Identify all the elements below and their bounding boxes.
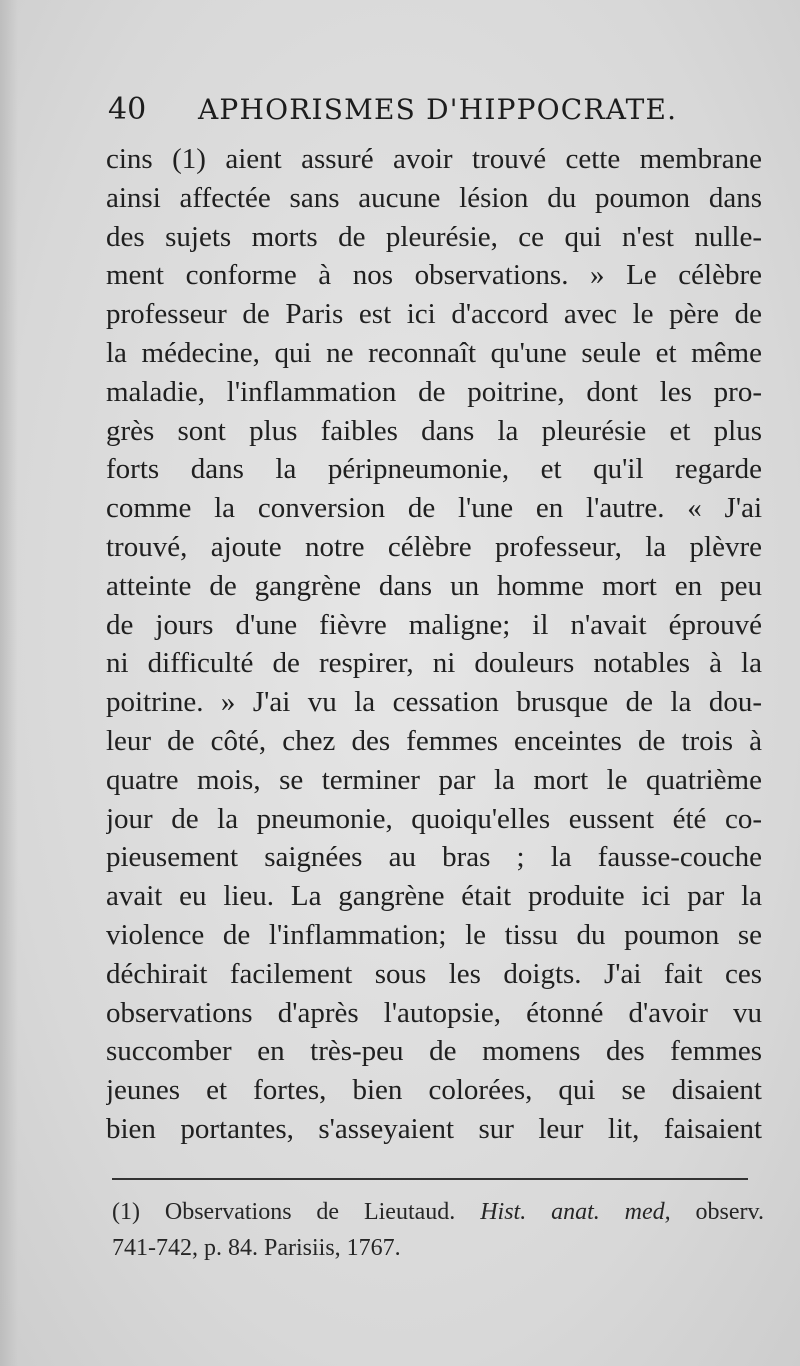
text-line: grès sont plus faibles dans la pleurésie et plus xyxy=(106,414,762,447)
text-line: des sujets morts de pleurésie, ce qui n'est nulle- xyxy=(106,220,762,253)
text-line: ment conforme à nos observations. » Le célèbre xyxy=(106,259,762,292)
text-line: comme la conversion de l'une en l'autre. « J'ai xyxy=(106,492,762,525)
text-line: de jours d'une fièvre maligne; il n'avait éprouvé xyxy=(106,608,762,641)
page-edge-shadow xyxy=(0,0,18,1366)
text-line: cins (1) aient assuré avoir trouvé cette membrane xyxy=(106,143,762,175)
text-line: atteinte de gangrène dans un homme mort en peu xyxy=(106,569,762,602)
text-line: pieusement saignées au bras ; la fausse-couche xyxy=(106,841,762,874)
body-text xyxy=(106,140,762,1149)
text-line: succomber en très-peu de momens des femmes xyxy=(106,1035,762,1068)
running-head: APHORISMES D'HIPPOCRATE. xyxy=(198,93,678,126)
footnote-line: 741-742, p. 84. Parisiis, 1767. xyxy=(112,1235,401,1261)
footnote xyxy=(112,1194,764,1266)
text-line: ainsi affectée sans aucune lésion du poumon dans xyxy=(106,181,762,214)
footnote-italic-title: Hist. anat. med, xyxy=(480,1199,671,1225)
text-line: trouvé, ajoute notre célèbre professeur, la plèvre xyxy=(106,530,762,563)
text-line: professeur de Paris est ici d'accord avec le père de xyxy=(106,298,762,331)
page-number: 40 xyxy=(108,92,147,127)
text-line: poitrine. » J'ai vu la cessation brusque de la dou- xyxy=(106,686,762,719)
footnote-line xyxy=(112,1194,764,1230)
text-line: leur de côté, chez des femmes enceintes de trois à xyxy=(106,724,762,757)
footnote-citation: (1) Observations de Lieutaud. xyxy=(112,1199,481,1225)
text-line: jeunes et fortes, bien colorées, qui se disaient xyxy=(106,1074,762,1107)
page-header xyxy=(108,90,768,130)
text-line: observations d'après l'autopsie, étonné d'avoir vu xyxy=(106,996,762,1029)
text-line: forts dans la péripneumonie, et qu'il regarde xyxy=(106,453,762,486)
text-line: la médecine, qui ne reconnaît qu'une seule et même xyxy=(106,336,762,369)
text-line: jour de la pneumonie, quoiqu'elles eussent été co- xyxy=(106,802,762,835)
text-line: quatre mois, se terminer par la mort le quatrième xyxy=(106,763,762,796)
text-line: déchirait facilement sous les doigts. J'ai fait ces xyxy=(106,957,762,990)
text-line: ni difficulté de respirer, ni douleurs notables à la xyxy=(106,647,762,680)
text-line: bien portantes, s'asseyaient sur leur lit, faisaient xyxy=(106,1112,762,1145)
text-line: violence de l'inflammation; le tissu du poumon se xyxy=(106,918,762,951)
text-line: avait eu lieu. La gangrène était produite ici par la xyxy=(106,880,762,913)
footnote-rule xyxy=(112,1178,748,1180)
footnote-citation-end: observ. xyxy=(670,1199,764,1225)
text-line: maladie, l'inflammation de poitrine, dont les pro- xyxy=(106,375,762,408)
